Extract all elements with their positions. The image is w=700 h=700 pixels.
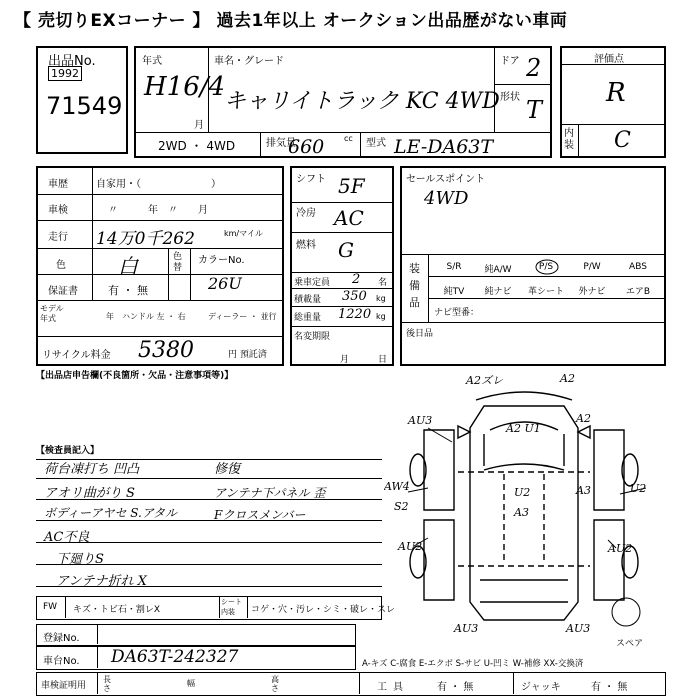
mark-front-a2: A2	[560, 372, 575, 385]
equip-leather: 革シート	[527, 287, 564, 297]
warranty-label: 保証書	[48, 286, 78, 297]
mileage-label: 走行	[48, 232, 68, 243]
mark-au2-right: AU2	[608, 542, 633, 555]
ps-circle-mark	[534, 258, 560, 276]
mark-au3-left-rear: AU3	[454, 622, 479, 635]
equip-ext-navi: 外ナビ	[578, 287, 606, 297]
year-value: H16/4	[144, 72, 226, 102]
registration-row	[36, 624, 356, 646]
seller-notes-label: 【出品店申告欄(不良箇所・欠品・注意事項等)】	[36, 371, 234, 381]
load-unit: kg	[376, 294, 386, 303]
equip-abs: ABS	[629, 262, 647, 272]
equip-navi: 純ナビ	[484, 287, 512, 297]
history-label: 車歴	[48, 179, 68, 190]
equip-tv: 純TV	[443, 287, 465, 297]
model-year-handle: ハンドル 左 ・ 右	[122, 312, 186, 321]
mark-u2-center: U2	[514, 486, 531, 499]
mark-a3-center: A3	[514, 506, 529, 519]
color-label: 色	[56, 260, 66, 271]
vehicle-diagram	[384, 370, 674, 645]
interior-label: 内装	[564, 128, 574, 151]
evaluation-box	[560, 46, 666, 158]
mark-au3-left-front: AU3	[408, 414, 433, 427]
lot-label: 出品No.	[48, 54, 96, 69]
lot-sub: 1992	[48, 66, 82, 81]
cert-long: 長さ	[103, 675, 111, 693]
fw-value: キズ・トビ石・割レX	[73, 605, 160, 615]
capacity-unit: 名	[378, 278, 388, 288]
cert-width: 幅	[187, 679, 195, 688]
mark-a2-right: A2	[576, 412, 591, 425]
shape-label: 形状	[500, 92, 520, 103]
inspector-note-6: アンテナ折れ X	[56, 574, 147, 589]
model-year-year: 年	[106, 312, 114, 321]
inspector-note-r1: 修復	[214, 462, 241, 477]
model-label: 型式	[366, 138, 386, 149]
inspection-label: 車検	[48, 205, 68, 216]
seat-value: コゲ・穴・汚レ・シミ・破レ・スレ	[251, 605, 396, 615]
spec-box	[290, 166, 394, 366]
displacement-unit: cc	[344, 134, 353, 143]
mark-u2-right: U2	[630, 482, 647, 495]
load-label: 積載量	[294, 295, 322, 305]
mark-s2-left: S2	[394, 500, 409, 513]
change-date-day: 日	[378, 355, 388, 365]
capacity-value: 2	[352, 272, 361, 287]
vehicle-info-box	[134, 46, 552, 158]
equip-pw: P/W	[583, 262, 601, 272]
cert-height: 高さ	[271, 675, 279, 693]
seat-label: シート内装	[221, 598, 242, 616]
displacement-label: 排気量	[266, 138, 296, 149]
shift-value: 5F	[338, 174, 365, 198]
weight-unit: kg	[376, 312, 386, 321]
equip-airbag: エアB	[625, 287, 651, 297]
registration-label: 登録No.	[43, 633, 80, 644]
damage-legend: A-キズ C-腐食 E-エクボ S-サビ U-凹ミ W-補修 XX-交換済	[362, 659, 584, 669]
mark-front-a2-shift: A2ズレ	[466, 374, 503, 387]
fuel-value: G	[338, 238, 354, 262]
fw-label: FW	[43, 602, 58, 612]
inspector-note-1: 荷台凍打ち 凹凸	[44, 462, 140, 477]
inspector-note-4: AC不良	[44, 530, 90, 545]
footer-row	[36, 672, 666, 696]
jack-value: 有 ・ 無	[591, 682, 628, 693]
tools-value: 有 ・ 無	[437, 682, 474, 693]
shape-value: T	[526, 96, 543, 124]
interior-value: C	[614, 128, 631, 153]
model-year-dealer: ディーラー ・ 並行	[208, 312, 277, 321]
mark-aw4: AW4	[384, 480, 410, 493]
inspector-note-3: ボディーアヤセ S.アタル	[44, 506, 178, 520]
eval-label: 評価点	[594, 54, 624, 65]
sales-point-label: セールスポイント	[406, 174, 486, 185]
jack-label: ジャッキ	[521, 682, 561, 693]
door-label: ドア	[500, 56, 520, 67]
mark-au3-right-rear: AU3	[566, 622, 591, 635]
sales-equipment-box	[400, 166, 666, 366]
mark-a3-right: A3	[576, 484, 591, 497]
color-change-label: 色替	[173, 252, 183, 273]
spare-label: スペア	[616, 639, 644, 649]
model-year-label: モデル年式	[40, 304, 64, 323]
chassis-value: DA63T-242327	[111, 647, 239, 667]
color-no-value: 26U	[208, 274, 242, 293]
car-name-value: キャリイトラック KC 4WD	[224, 89, 500, 114]
color-value: 白	[118, 254, 138, 278]
shift-label: シフト	[296, 174, 326, 185]
displacement-value: 660	[288, 136, 325, 158]
inspector-note-r3: Fクロスメンバー	[214, 508, 306, 522]
after-date-label: 後日品	[406, 329, 434, 339]
tools-label: 工具	[377, 682, 409, 693]
navi-model-label: ナビ型番：	[434, 308, 480, 318]
spare-circle	[612, 598, 640, 626]
mileage-value: 14万0千262	[96, 229, 195, 249]
capacity-label: 乗車定員	[294, 278, 331, 288]
recycle-unit: 円 預託済	[228, 350, 267, 360]
equipment-label: 装備品	[409, 262, 420, 309]
year-label: 年式	[142, 56, 162, 67]
weight-value: 1220	[338, 307, 372, 322]
inspector-note-5: 下廻りS	[56, 552, 104, 567]
fw-row	[36, 596, 396, 620]
eval-value: R	[606, 78, 626, 108]
lot-number: 71549	[46, 92, 123, 120]
inspection-value: 〃 年 〃 月	[108, 205, 208, 216]
model-value: LE-DA63T	[394, 136, 494, 158]
inspector-note-r2: アンテナ下パネル 歪	[214, 486, 326, 500]
equip-aw: 純A/W	[484, 265, 512, 275]
car-name-label: 車名・グレード	[214, 56, 284, 67]
aircon-label: 冷房	[296, 208, 316, 219]
warranty-value: 有 ・ 無	[108, 284, 148, 297]
chassis-row	[36, 646, 356, 670]
sales-point-value: 4WD	[424, 188, 469, 209]
change-date-month: 月	[340, 355, 350, 365]
equip-sr: S/R	[446, 262, 462, 272]
chassis-label: 車台No.	[43, 656, 80, 667]
aircon-value: AC	[334, 206, 364, 230]
history-value: 自家用・（ ）	[96, 179, 221, 190]
cert-label: 車検証明用	[41, 681, 87, 691]
equip-ps: P/S	[538, 262, 554, 272]
recycle-value: 5380	[138, 338, 194, 363]
details-box	[36, 166, 284, 366]
recycle-label: リサイクル料金	[42, 350, 111, 361]
inspector-note-2: アオリ曲がり S	[44, 486, 135, 501]
mark-a2u1: A2 U1	[506, 422, 541, 435]
mileage-unit: km/マイル	[224, 229, 263, 238]
door-value: 2	[526, 54, 542, 82]
weight-label: 総重量	[294, 313, 322, 323]
lot-number-box	[36, 46, 128, 154]
drive-options: 2WD ・ 4WD	[158, 139, 236, 153]
year-unit: 月	[194, 120, 204, 131]
page-title: 【 売切りEXコーナー 】 過去1年以上 オークション出品歴がない車両	[14, 11, 568, 31]
load-value: 350	[342, 289, 367, 304]
inspector-label: 【検査員記入】	[36, 446, 100, 456]
change-date-label: 名変期限	[294, 332, 331, 342]
fuel-label: 燃料	[296, 240, 316, 251]
color-no-label: カラーNo.	[198, 255, 245, 266]
mark-au2-left: AU2	[398, 540, 423, 553]
